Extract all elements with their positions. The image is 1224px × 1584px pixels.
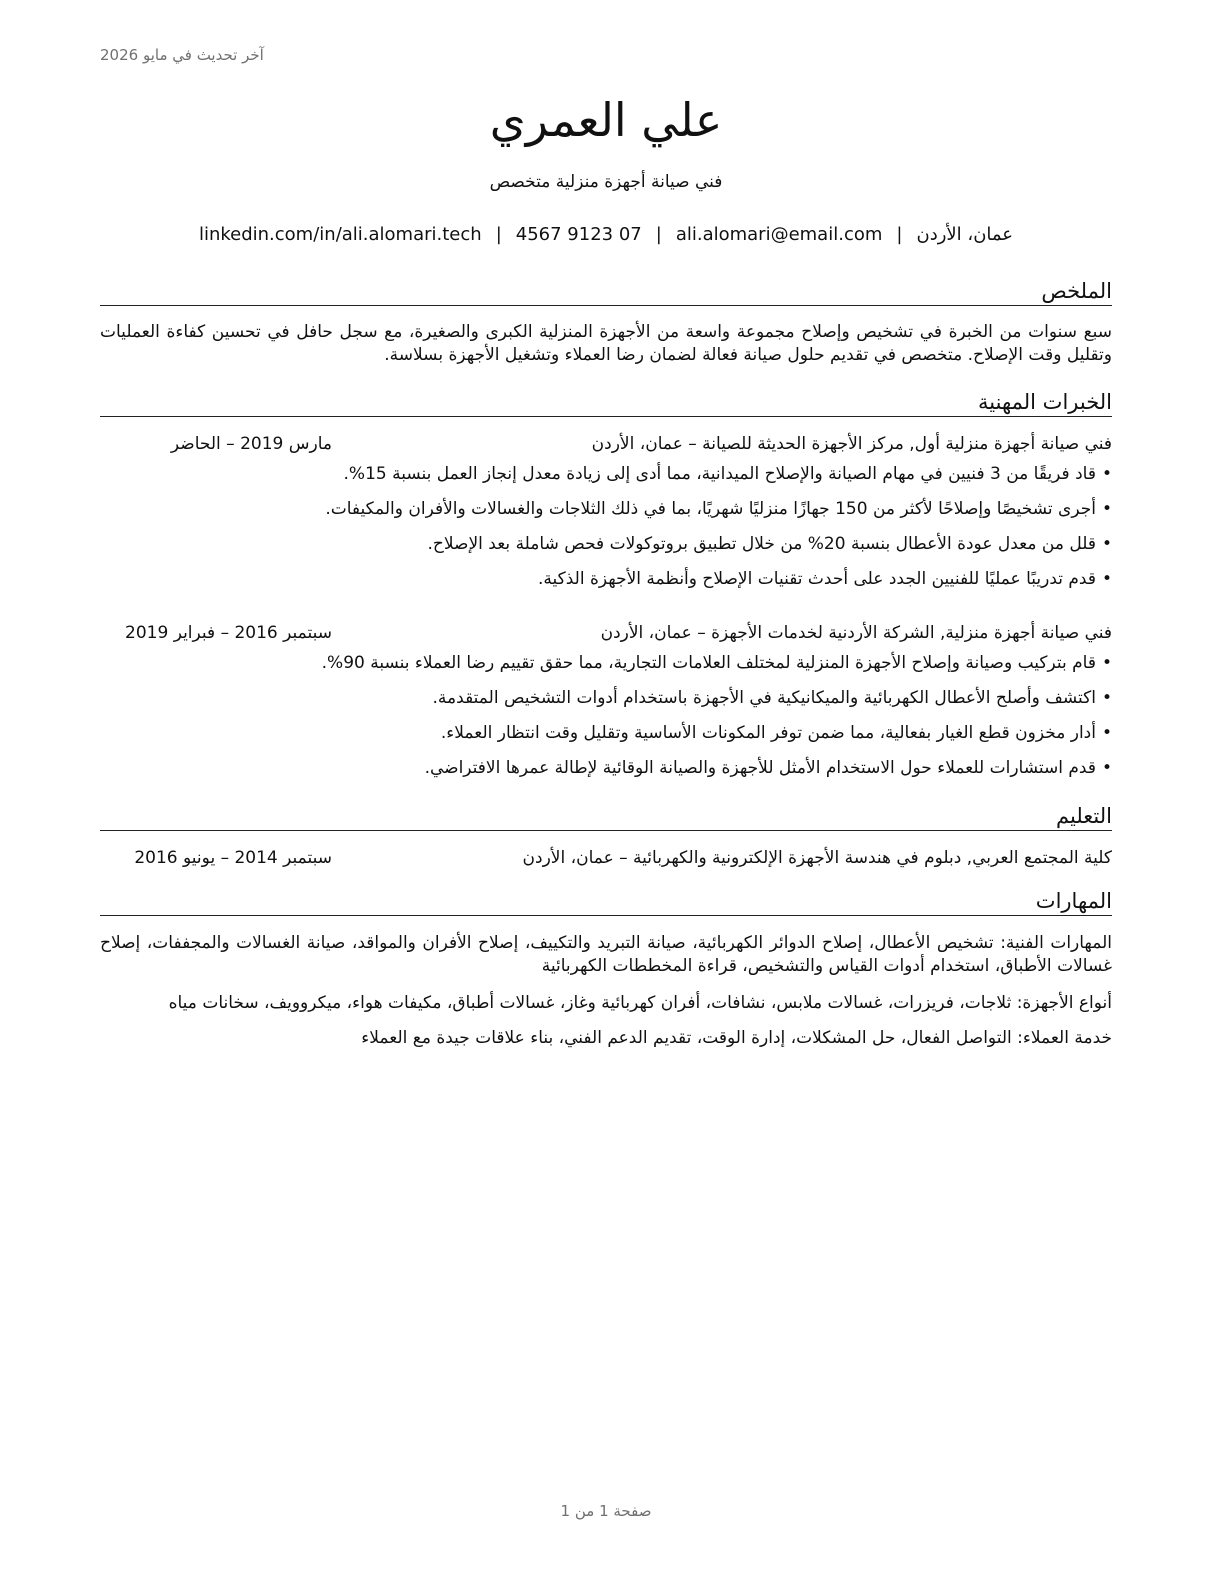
contact-separator: | bbox=[495, 224, 502, 245]
skills-technical: المهارات الفنية: تشخيص الأعطال، إصلاح الدوائر الكهربائية، صيانة التبريد والتكييف، إصلاح الأفران والمواقد، صيانة الغسالات والمجففات، إصلاح غسالات الأطباق، استخدام أدوات القياس والتشخيص، قراءة المخططات الكهربائية bbox=[100, 933, 1112, 976]
job-bullet: • اكتشف وأصلح الأعطال الكهربائية والميكانيكية في الأجهزة باستخدام أدوات التشخيص المتقدمة. bbox=[100, 686, 1112, 721]
contact-separator: | bbox=[896, 224, 903, 245]
job-bullets bbox=[100, 651, 1112, 791]
section-heading-summary: الملخص bbox=[100, 277, 1112, 306]
job-bullet: • قدم استشارات للعملاء حول الاستخدام الأمثل للأجهزة والصيانة الوقائية لإطالة عمرها الافتراضي. bbox=[100, 756, 1112, 791]
job-bullet: • قاد فريقًا من 3 فنيين في مهام الصيانة والإصلاح الميدانية، مما أدى إلى زيادة معدل إنجاز العمل بنسبة 15%. bbox=[100, 462, 1112, 497]
job-role: فني صيانة أجهزة منزلية أول, مركز الأجهزة الحديثة للصيانة – عمان، الأردن bbox=[591, 434, 1112, 454]
job-bullet: • أجرى تشخيصًا وإصلاحًا لأكثر من 150 جهازًا منزليًا شهريًا، بما في ذلك الثلاجات والغسالات والأفران والمكيفات. bbox=[100, 497, 1112, 532]
candidate-title: فني صيانة أجهزة منزلية متخصص bbox=[489, 172, 723, 192]
contact-line bbox=[100, 222, 1112, 248]
section-heading-experience: الخبرات المهنية bbox=[100, 388, 1112, 417]
resume-page bbox=[100, 0, 1112, 1584]
summary-text: سبع سنوات من الخبرة في تشخيص وإصلاح مجموعة واسعة من الأجهزة المنزلية الكبرى والصغيرة، مع سجل حافل في تحسين كفاءة العمليات وتقليل وقت الإصلاح. متخصص في تقديم حلول صيانة فعالة لضمان رضا العملاء وتشغيل الأجهزة بسلاسة. bbox=[100, 322, 1112, 365]
education-entry bbox=[100, 846, 1112, 870]
education-school: كلية المجتمع العربي, دبلوم في هندسة الأجهزة الإلكترونية والكهربائية – عمان، الأردن bbox=[522, 848, 1112, 868]
last-updated: آخر تحديث في مايو 2026 bbox=[100, 46, 264, 64]
skills-appliances: أنواع الأجهزة: ثلاجات، فريزرات، غسالات ملابس، نشافات، أفران كهربائية وغاز، غسالات أطباق، مكيفات هواء، ميكروويف، سخانات مياه bbox=[168, 993, 1112, 1013]
job-dates: مارس 2019 – الحاضر bbox=[170, 434, 332, 454]
job-bullets bbox=[100, 462, 1112, 602]
contact-phone[interactable]: 4567 9123 07 bbox=[515, 224, 642, 245]
contact-separator: | bbox=[655, 224, 662, 245]
job-bullet: • قدم تدريبًا عمليًا للفنيين الجدد على أحدث تقنيات الإصلاح وأنظمة الأجهزة الذكية. bbox=[100, 567, 1112, 602]
education-dates: سبتمبر 2014 – يونيو 2016 bbox=[134, 848, 332, 868]
job-header bbox=[100, 432, 1112, 456]
job-bullet: • قام بتركيب وصيانة وإصلاح الأجهزة المنزلية لمختلف العلامات التجارية، مما حقق تقييم رضا العملاء بنسبة 90%. bbox=[100, 651, 1112, 686]
job-dates: سبتمبر 2016 – فبراير 2019 bbox=[125, 623, 332, 643]
contact-linkedin[interactable]: linkedin.com/in/ali.alomari.tech bbox=[198, 224, 482, 245]
candidate-name: علي العمري bbox=[489, 93, 723, 147]
contact-location: عمان، الأردن bbox=[916, 224, 1014, 245]
job-header bbox=[100, 621, 1112, 645]
contact-email[interactable]: ali.alomari@email.com bbox=[675, 224, 883, 245]
page-number: صفحة 1 من 1 bbox=[560, 1502, 652, 1520]
job-role: فني صيانة أجهزة منزلية, الشركة الأردنية لخدمات الأجهزة – عمان، الأردن bbox=[600, 623, 1112, 643]
section-heading-skills: المهارات bbox=[100, 887, 1112, 916]
skills-customer-service: خدمة العملاء: التواصل الفعال، حل المشكلات، إدارة الوقت، تقديم الدعم الفني، بناء علاقات جيدة مع العملاء bbox=[361, 1028, 1112, 1048]
job-bullet: • قلل من معدل عودة الأعطال بنسبة 20% من خلال تطبيق بروتوكولات فحص شاملة بعد الإصلاح. bbox=[100, 532, 1112, 567]
section-heading-education: التعليم bbox=[100, 802, 1112, 831]
job-bullet: • أدار مخزون قطع الغيار بفعالية، مما ضمن توفر المكونات الأساسية وتقليل وقت انتظار العملاء. bbox=[100, 721, 1112, 756]
